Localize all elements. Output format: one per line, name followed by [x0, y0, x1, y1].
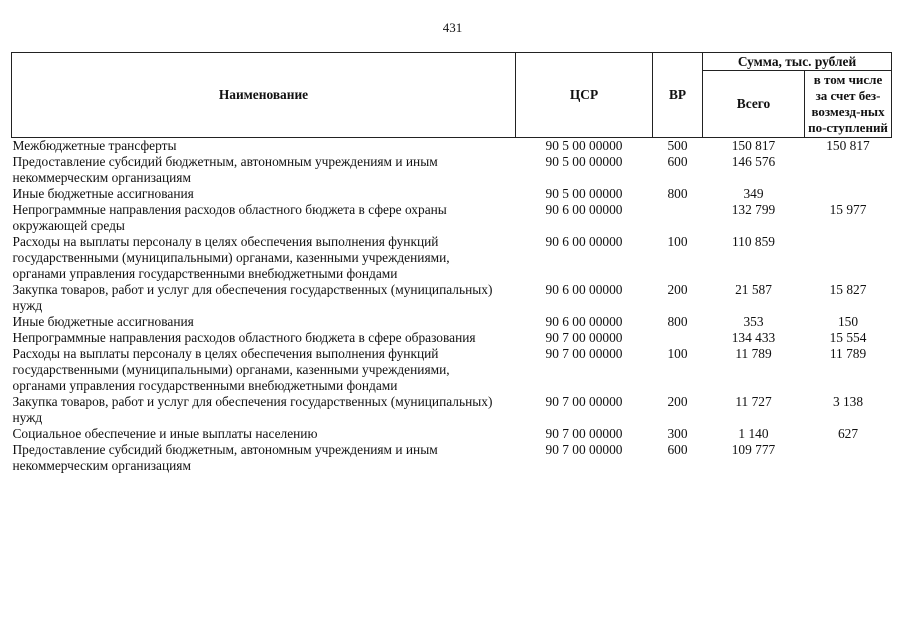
row-free: 150 [837, 314, 859, 329]
row-free: 3 138 [832, 394, 864, 409]
table-header [12, 53, 892, 138]
row-vr: 200 [667, 394, 688, 409]
row-vr: 800 [667, 314, 688, 329]
row-name: Непрограммные направления расходов областного бюджета в сфере образования [12, 330, 476, 345]
row-csr: 90 7 00 00000 [545, 330, 623, 345]
row-csr: 90 6 00 00000 [545, 202, 623, 217]
row-csr: 90 7 00 00000 [545, 426, 623, 441]
row-name: Социальное обеспечение и иные выплаты населению [12, 426, 318, 441]
row-total: 132 799 [731, 202, 776, 217]
row-total: 134 433 [731, 330, 776, 345]
row-name: Непрограммные направления расходов областного бюджета в сфере охраны окружающей среды [12, 202, 447, 233]
row-csr: 90 6 00 00000 [545, 314, 623, 329]
row-total: 353 [743, 314, 764, 329]
row-name: Иные бюджетные ассигнования [12, 314, 194, 329]
header-free: в том числе за счет без-возмезд-ных по-ступлений [805, 71, 892, 138]
row-csr: 90 5 00 00000 [545, 154, 623, 169]
row-name: Предоставление субсидий бюджетным, автономным учреждениям и иным некоммерческим организациям [12, 442, 438, 473]
row-free: 150 817 [826, 138, 870, 153]
row-vr: 600 [667, 442, 688, 457]
row-csr: 90 7 00 00000 [545, 394, 623, 409]
table-row [12, 282, 892, 314]
row-free: 15 554 [829, 330, 867, 345]
row-total: 146 576 [731, 154, 776, 169]
row-total: 21 587 [735, 282, 772, 297]
row-vr: 500 [667, 138, 688, 153]
row-free [805, 154, 892, 186]
row-csr: 90 6 00 00000 [545, 282, 623, 297]
header-vr: ВР [653, 53, 703, 138]
header-csr: ЦСР [516, 53, 653, 138]
table-row [12, 330, 892, 346]
row-name: Межбюджетные трансферты [12, 138, 177, 153]
row-csr: 90 7 00 00000 [545, 442, 623, 457]
row-total: 150 817 [731, 138, 776, 153]
table-row [12, 426, 892, 442]
row-csr: 90 5 00 00000 [545, 186, 623, 201]
header-total: Всего [703, 71, 805, 138]
row-name: Иные бюджетные ассигнования [12, 186, 194, 201]
table-row [12, 202, 892, 234]
row-total: 11 789 [735, 346, 772, 361]
row-total: 110 859 [731, 234, 776, 249]
table-body [12, 138, 892, 475]
page-number: 431 [442, 20, 463, 35]
row-free: 11 789 [829, 346, 867, 361]
row-total: 1 140 [738, 426, 769, 441]
row-csr: 90 5 00 00000 [545, 138, 623, 153]
row-csr: 90 6 00 00000 [545, 234, 623, 249]
row-vr: 100 [667, 234, 688, 249]
row-total: 109 777 [731, 442, 776, 457]
row-free [805, 442, 892, 474]
row-name: Расходы на выплаты персоналу в целях обеспечения выполнения функций государственными (муниципальными) органами, казенными учреждениями, органами управления государственными внебюджетными фондами [12, 234, 450, 281]
budget-table [11, 52, 892, 474]
row-vr: 300 [667, 426, 688, 441]
row-name: Расходы на выплаты персоналу в целях обеспечения выполнения функций государственными (муниципальными) органами, казенными учреждениями, органами управления государственными внебюджетными фондами [12, 346, 450, 393]
table-row [12, 314, 892, 330]
row-name: Предоставление субсидий бюджетным, автономным учреждениям и иным некоммерческим организациям [12, 154, 438, 185]
table-row [12, 186, 892, 202]
table-row [12, 346, 892, 394]
row-free [805, 186, 892, 202]
row-total: 349 [743, 186, 764, 201]
table-row [12, 442, 892, 474]
table-row [12, 234, 892, 282]
row-name: Закупка товаров, работ и услуг для обеспечения государственных (муниципальных) нужд [12, 282, 493, 313]
row-csr: 90 7 00 00000 [545, 346, 623, 361]
row-vr [653, 330, 703, 346]
table-row [12, 394, 892, 426]
row-free [805, 234, 892, 282]
row-free: 15 977 [829, 202, 867, 217]
row-total: 11 727 [735, 394, 772, 409]
row-name: Закупка товаров, работ и услуг для обеспечения государственных (муниципальных) нужд [12, 394, 493, 425]
row-vr: 800 [667, 186, 688, 201]
row-vr: 100 [667, 346, 688, 361]
row-vr [653, 202, 703, 234]
row-vr: 200 [667, 282, 688, 297]
header-sum: Сумма, тыс. рублей [703, 53, 892, 71]
row-free: 627 [837, 426, 859, 441]
table-row [12, 154, 892, 186]
table-row [12, 138, 892, 155]
row-vr: 600 [667, 154, 688, 169]
header-name: Наименование [12, 53, 516, 138]
row-free: 15 827 [829, 282, 867, 297]
